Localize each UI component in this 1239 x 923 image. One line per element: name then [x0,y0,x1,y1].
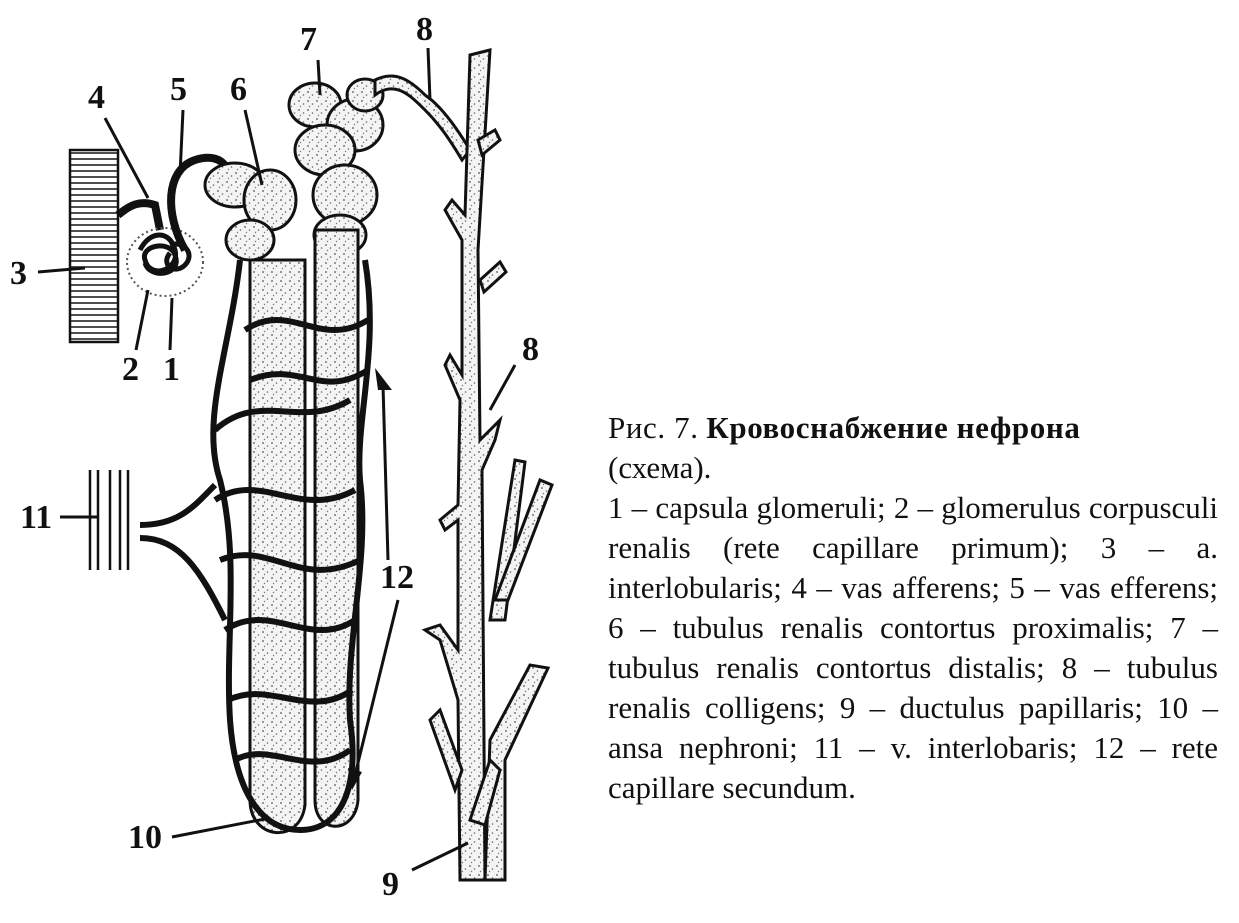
label-3: 3 [10,255,27,292]
figure-caption [608,408,1218,808]
renal-corpuscle [127,228,203,296]
connecting-tubule [375,76,470,160]
interlobar-vein [90,470,128,570]
nephron-blood-supply-diagram [0,0,600,923]
label-8-middle: 8 [522,331,539,368]
label-11: 11 [20,499,53,536]
label-5: 5 [170,71,187,108]
caption-legend: 1 – capsula glomeruli; 2 – glomerulus corpusculi renalis (rete capillare primum); 3 – a. interlobularis; 4 – vas afferens; 5 – vas efferens; 6 – tubulus renalis contortus proximalis; 7 – tubulus renalis contortus distalis; 8 – tubulus renalis colligens; 9 – ductulus papillaris; 10 – ansa nephroni; 11 – v. interlobaris; 12 – rete capillare secundum. [608,489,1218,805]
interlobular-artery [70,150,160,342]
label-12: 12 [380,559,414,596]
caption-subtitle: (схема). [608,449,712,485]
label-9: 9 [382,866,399,903]
label-4: 4 [88,79,105,116]
label-7: 7 [300,21,317,58]
label-2: 2 [122,351,139,388]
label-1: 1 [163,351,180,388]
label-8-top: 8 [416,11,433,48]
label-6: 6 [230,71,247,108]
caption-title [608,408,1218,448]
collecting-duct [425,50,552,880]
label-10: 10 [128,819,162,856]
figure-title: Кровоснабжение нефрона [706,410,1081,445]
figure-number: Рис. 7. [608,410,699,445]
